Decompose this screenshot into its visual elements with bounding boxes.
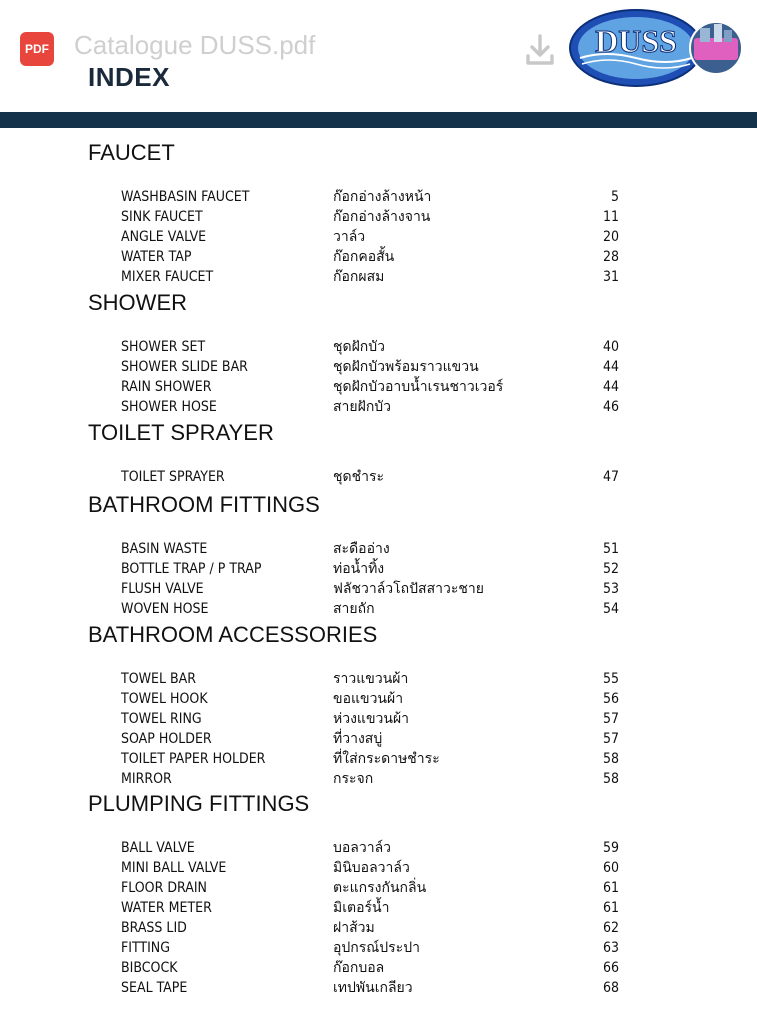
index-row	[0, 858, 757, 878]
item-page-number: 11	[602, 209, 619, 225]
item-name-th: ก๊อกคอสั้น	[333, 249, 395, 265]
item-name-th: ที่ใส่กระดาษชำระ	[333, 751, 440, 767]
svg-text:DUSS: DUSS	[595, 23, 677, 59]
item-name-en: SINK FAUCET	[121, 209, 203, 225]
item-page-number: 44	[602, 359, 619, 375]
item-page-number: 57	[602, 711, 619, 727]
item-name-th: มิเตอร์น้ำ	[333, 900, 390, 916]
item-page-number: 55	[602, 671, 619, 687]
item-name-th: ฟลัชวาล์วโถปัสสาวะชาย	[333, 581, 484, 597]
item-page-number: 54	[602, 601, 619, 617]
index-row	[0, 539, 757, 559]
item-page-number: 61	[602, 900, 619, 916]
item-name-en: SHOWER HOSE	[121, 399, 217, 415]
item-name-en: WOVEN HOSE	[121, 601, 209, 617]
index-row	[0, 247, 757, 267]
item-name-th: ก๊อกอ่างล้างหน้า	[333, 189, 432, 205]
item-name-en: BRASS LID	[121, 920, 187, 936]
item-page-number: 51	[602, 541, 619, 557]
item-name-th: อุปกรณ์ประปา	[333, 940, 420, 956]
item-page-number: 44	[602, 379, 619, 395]
item-name-en: ANGLE VALVE	[121, 229, 207, 245]
item-name-th: สายฝักบัว	[333, 399, 392, 415]
index-row	[0, 958, 757, 978]
index-row	[0, 749, 757, 769]
index-row	[0, 599, 757, 619]
item-page-number: 68	[602, 980, 619, 996]
index-row	[0, 918, 757, 938]
section-title: BATHROOM ACCESSORIES	[88, 622, 378, 647]
item-name-en: MINI BALL VALVE	[121, 860, 227, 876]
index-row	[0, 878, 757, 898]
file-name: Catalogue DUSS.pdf	[74, 30, 316, 60]
item-name-en: SHOWER SET	[121, 339, 206, 355]
item-name-en: FLUSH VALVE	[121, 581, 204, 597]
item-page-number: 28	[602, 249, 619, 265]
item-page-number: 62	[602, 920, 619, 936]
item-name-th: ชุดฝักบัวพร้อมราวแขวน	[333, 359, 479, 375]
item-name-th: บอลวาล์ว	[333, 840, 392, 856]
item-page-number: 40	[602, 339, 619, 355]
item-page-number: 63	[602, 940, 619, 956]
item-name-en: TOILET PAPER HOLDER	[121, 751, 266, 767]
item-name-th: ก๊อกอ่างล้างจาน	[333, 209, 431, 225]
item-name-th: ชุดชำระ	[333, 469, 384, 485]
index-row	[0, 709, 757, 729]
item-name-en: TOWEL RING	[121, 711, 202, 727]
item-name-th: กระจก	[333, 771, 374, 787]
item-name-en: BIBCOCK	[121, 960, 178, 976]
item-name-th: สายถัก	[333, 601, 375, 617]
index-row	[0, 187, 757, 207]
item-page-number: 46	[602, 399, 619, 415]
index-row	[0, 357, 757, 377]
index-row	[0, 377, 757, 397]
section-title: SHOWER	[88, 290, 187, 315]
item-name-th: มินิบอลวาล์ว	[333, 860, 410, 876]
item-name-th: ราวแขวนผ้า	[333, 671, 409, 687]
item-name-en: SOAP HOLDER	[121, 731, 212, 747]
index-row	[0, 467, 757, 487]
page-title: INDEX	[88, 62, 170, 92]
item-name-en: SEAL TAPE	[121, 980, 188, 996]
item-name-th: ก๊อกผสม	[333, 269, 385, 285]
item-page-number: 57	[602, 731, 619, 747]
item-name-en: RAIN SHOWER	[121, 379, 212, 395]
index-row	[0, 898, 757, 918]
item-name-th: ก๊อกบอล	[333, 960, 385, 976]
item-name-en: WASHBASIN FAUCET	[121, 189, 250, 205]
item-name-en: SHOWER SLIDE BAR	[121, 359, 248, 375]
index-row	[0, 227, 757, 247]
item-name-th: ชุดฝักบัว	[333, 339, 386, 355]
item-page-number: 60	[602, 860, 619, 876]
item-page-number: 47	[602, 469, 619, 485]
item-name-en: BASIN WASTE	[121, 541, 208, 557]
item-name-th: เทปพันเกลียว	[333, 980, 413, 996]
item-page-number: 31	[602, 269, 619, 285]
item-name-en: BALL VALVE	[121, 840, 195, 856]
index-row	[0, 938, 757, 958]
item-name-en: FITTING	[121, 940, 170, 956]
item-name-th: ตะแกรงกันกลิ่น	[333, 880, 427, 896]
section-title: PLUMPING FITTINGS	[88, 791, 310, 816]
section-title: TOILET SPRAYER	[88, 420, 274, 445]
index-row	[0, 559, 757, 579]
index-row	[0, 978, 757, 998]
item-name-th: วาล์ว	[333, 229, 366, 245]
item-name-th: ท่อน้ำทิ้ง	[333, 561, 385, 577]
item-page-number: 61	[602, 880, 619, 896]
index-row	[0, 838, 757, 858]
item-page-number: 5	[610, 189, 619, 205]
item-page-number: 53	[602, 581, 619, 597]
item-name-th: ฝาส้วม	[333, 920, 375, 936]
item-name-en: WATER METER	[121, 900, 212, 916]
index-row	[0, 267, 757, 287]
item-name-en: MIXER FAUCET	[121, 269, 214, 285]
index-row	[0, 669, 757, 689]
index-row	[0, 579, 757, 599]
index-row	[0, 207, 757, 227]
item-page-number: 58	[602, 771, 619, 787]
item-name-th: ที่วางสบู่	[333, 731, 383, 747]
download-icon[interactable]	[520, 30, 560, 70]
index-row	[0, 729, 757, 749]
index-row	[0, 397, 757, 417]
item-name-th: ชุดฝักบัวอาบน้ำเรนชาวเวอร์	[333, 379, 504, 395]
item-name-en: FLOOR DRAIN	[121, 880, 207, 896]
section-title: FAUCET	[88, 140, 175, 165]
pdf-file-icon: PDF	[20, 32, 54, 66]
item-name-en: TOWEL BAR	[121, 671, 197, 687]
index-row	[0, 769, 757, 789]
item-page-number: 66	[602, 960, 619, 976]
item-page-number: 20	[602, 229, 619, 245]
item-page-number: 56	[602, 691, 619, 707]
item-page-number: 59	[602, 840, 619, 856]
item-name-th: ขอแขวนผ้า	[333, 691, 404, 707]
item-name-th: สะดืออ่าง	[333, 541, 390, 557]
item-page-number: 58	[602, 751, 619, 767]
item-page-number: 52	[602, 561, 619, 577]
section-title: BATHROOM FITTINGS	[88, 492, 320, 517]
item-name-th: ห่วงแขวนผ้า	[333, 711, 410, 727]
item-name-en: TOWEL HOOK	[121, 691, 208, 707]
item-name-en: BOTTLE TRAP / P TRAP	[121, 561, 262, 577]
item-name-en: WATER TAP	[121, 249, 192, 265]
pdf-viewer-toolbar	[0, 0, 757, 112]
item-name-en: MIRROR	[121, 771, 172, 787]
header-band	[0, 112, 757, 128]
index-row	[0, 337, 757, 357]
index-row	[0, 689, 757, 709]
item-name-en: TOILET SPRAYER	[121, 469, 225, 485]
duss-logo	[566, 6, 744, 90]
